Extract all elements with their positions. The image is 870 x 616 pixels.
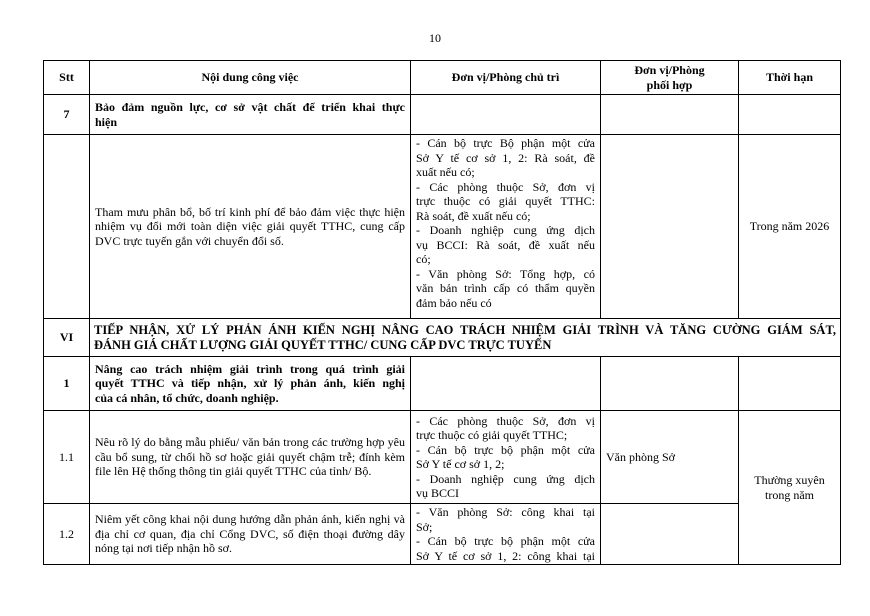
lead-line: - Doanh nghiệp cung ứng dịch	[416, 471, 595, 486]
section-stt: VI	[44, 319, 90, 357]
section-row	[44, 319, 841, 357]
row-lead	[411, 411, 601, 504]
lead-line: - Doanh nghiệp cung ứng dịch	[416, 223, 595, 237]
task-table	[43, 60, 841, 565]
lead-line: vụ BCCI: Rà soát, đề xuất nếu	[416, 237, 595, 252]
lead-line: - Văn phòng Sở: Tổng hợp, có	[416, 266, 595, 281]
row-deadline: Trong năm 2026	[739, 135, 841, 319]
table-row	[44, 95, 841, 135]
row-stt	[44, 135, 90, 319]
row-content	[90, 95, 411, 135]
row-content-line: quyết TTHC và tiếp nhận, xử lý phản ánh, kiến nghị	[95, 376, 405, 391]
lead-line: có;	[416, 252, 431, 266]
lead-line: văn bản trình cấp có thẩm quyền	[416, 281, 595, 295]
header-coordinate-line1: Đơn vị/Phòng	[634, 63, 705, 77]
page-number: 10	[429, 31, 441, 45]
row-coordinate	[601, 504, 739, 565]
lead-line: Sở Y tế cơ sở 1, 2: công khai tại	[416, 548, 595, 563]
lead-line: đảm bảo nếu có	[416, 295, 492, 310]
lead-line: - Cán bộ trực bộ phận một cửa	[416, 534, 595, 548]
lead-line: vụ BCCI	[416, 486, 460, 500]
row-deadline	[739, 95, 841, 135]
row-content-line: của cá nhân, tổ chức, doanh nghiệp.	[95, 390, 279, 405]
row-content-line: hiện	[95, 114, 118, 129]
lead-line: Sở Y tế cơ sở 1, 2: Rà soát, đề	[416, 150, 595, 165]
header-coordinate	[601, 61, 739, 95]
header-row	[44, 61, 841, 95]
row-lead	[411, 135, 601, 319]
lead-line: - Cán bộ trực bộ phận một cửa	[416, 442, 595, 457]
lead-line: trực thuộc có giải quyết TTHC:	[416, 194, 595, 208]
row-stt: 7	[44, 95, 90, 135]
row-lead	[411, 504, 601, 565]
row-content	[90, 357, 411, 411]
row-lead	[411, 357, 601, 411]
row-coordinate: Văn phòng Sở	[601, 411, 739, 504]
lead-line: Sở Y tế cơ sở 1, 2;	[416, 457, 505, 471]
lead-line: xuất nếu có;	[416, 165, 475, 179]
row-content-line: Bảo đảm nguồn lực, cơ sở vật chất để triển khai thực	[95, 100, 405, 114]
table-row	[44, 135, 841, 319]
lead-line: trực thuộc có giải quyết TTHC;	[416, 428, 568, 442]
deadline-line1: Thường xuyên	[754, 473, 825, 487]
row-content: Nêu rõ lý do bằng mẫu phiếu/ văn bản trong các trường hợp yêu cầu bổ sung, từ chối hồ sơ hoặc giải quyết chậm trễ; đính kèm file lên Hệ thống thông tin giải quyết TTHC của tỉnh/ Bộ.	[90, 411, 411, 504]
row-coordinate	[601, 95, 739, 135]
deadline-line2: trong năm	[765, 487, 814, 502]
table-row	[44, 357, 841, 411]
row-deadline	[739, 357, 841, 411]
section-title-line: TIẾP NHẬN, XỬ LÝ PHẢN ÁNH KIẾN NGHỊ NÂNG CAO TRÁCH NHIỆM GIẢI TRÌNH VÀ TĂNG CƯỜNG GIÁM SÁT,	[94, 322, 836, 337]
table-row	[44, 411, 841, 504]
row-content: Niêm yết công khai nội dung hướng dẫn phản ánh, kiến nghị và địa chỉ cơ quan, địa chỉ Cổng DVC, số điện thoại đường dây nóng tại nơi tiếp nhận hồ sơ.	[90, 504, 411, 565]
header-content: Nội dung công việc	[90, 61, 411, 95]
row-stt: 1.1	[44, 411, 90, 504]
header-lead: Đơn vị/Phòng chủ trì	[411, 61, 601, 95]
lead-line: - Các phòng thuộc Sở, đơn vị	[416, 413, 595, 428]
row-deadline	[739, 411, 841, 565]
lead-line: - Văn phòng Sở: công khai tại	[416, 505, 595, 519]
row-content-line: Nâng cao trách nhiệm giải trình trong quá trình giải	[95, 361, 405, 376]
row-stt: 1	[44, 357, 90, 411]
row-coordinate	[601, 357, 739, 411]
header-coordinate-line2: phối hợp	[646, 77, 693, 92]
header-deadline: Thời hạn	[739, 61, 841, 95]
section-title	[90, 319, 841, 357]
lead-line: Sở;	[416, 519, 433, 534]
lead-line: - Các phòng thuộc Sở, đơn vị	[416, 179, 595, 194]
row-coordinate	[601, 135, 739, 319]
header-stt: Stt	[44, 61, 90, 95]
lead-line: - Cán bộ trực Bộ phận một cửa	[416, 136, 595, 150]
table-row	[44, 504, 841, 565]
row-lead	[411, 95, 601, 135]
row-stt: 1.2	[44, 504, 90, 565]
section-title-line: ĐÁNH GIÁ CHẤT LƯỢNG GIẢI QUYẾT TTHC/ CUNG CẤP DVC TRỰC TUYẾN	[94, 337, 552, 352]
row-content: Tham mưu phân bổ, bố trí kinh phí để bảo đảm việc thực hiện nhiệm vụ đổi mới toàn diện việc giải quyết TTHC, cung cấp DVC trực tuyến gắn với chuyển đổi số.	[90, 135, 411, 319]
lead-line: Rà soát, đề xuất nếu có;	[416, 208, 531, 223]
